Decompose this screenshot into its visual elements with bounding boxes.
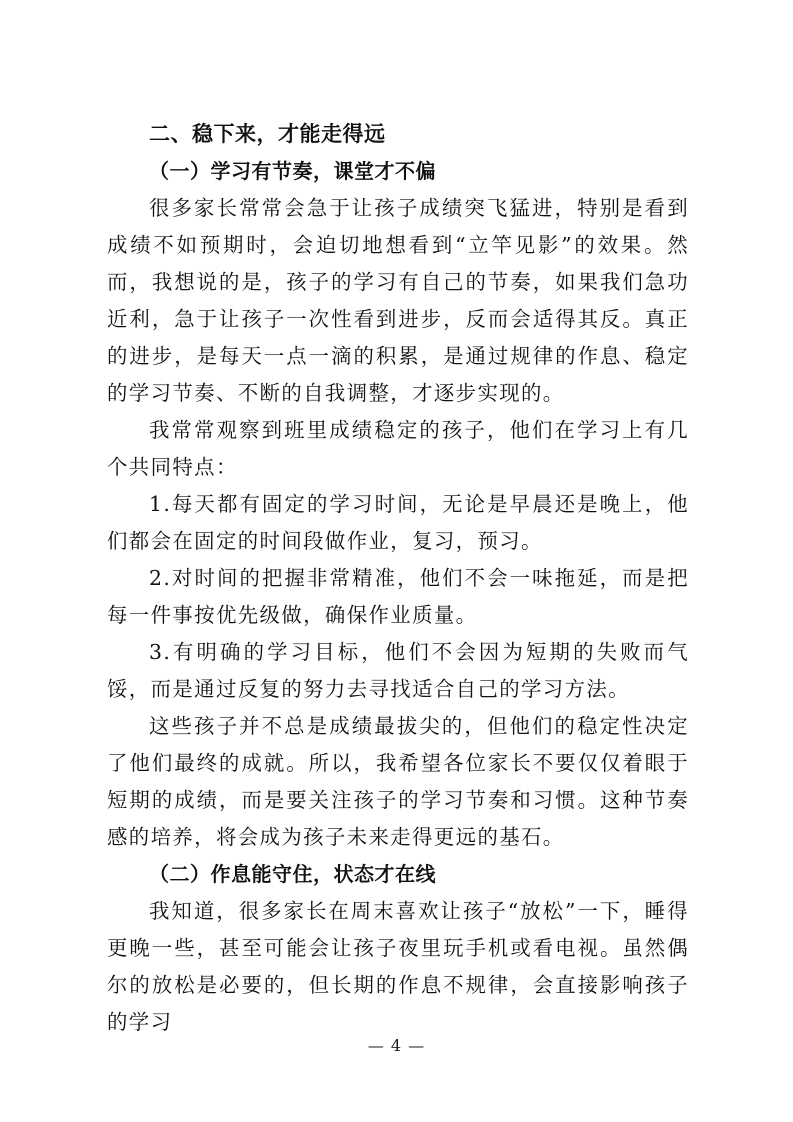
list-item: 2.对时间的把握非常精准，他们不会一味拖延，而是把每一件事按优先级做，确保作业质量。 xyxy=(107,566,689,627)
list-item: 1.每天都有固定的学习时间，无论是早晨还是晚上，他们都会在固定的时间段做作业，复习，预习。 xyxy=(107,492,689,553)
subsection-title-2: （二）作息能守住，状态才在线 xyxy=(149,862,436,886)
page-number: — 4 — xyxy=(367,1036,426,1055)
document-body xyxy=(107,116,689,1041)
subsection-title-1: （一）学习有节奏，课堂才不偏 xyxy=(149,159,436,183)
paragraph: 很多家长常常会急于让孩子成绩突飞猛进，特别是看到成绩不如预期时，会迫切地想看到“立竿见影”的效果。然而，我想说的是，孩子的学习有自己的节奏，如果我们急功近利，急于让孩子一次性看到进步，反而会适得其反。真正的进步，是每天一点一滴的积累，是通过规律的作息、稳定的学习节奏、不断的自我调整，才逐步实现的。 xyxy=(107,196,689,405)
list-item: 3.有明确的学习目标，他们不会因为短期的失败而气馁，而是通过反复的努力去寻找适合自己的学习方法。 xyxy=(107,640,689,701)
paragraph: 我知道，很多家长在周末喜欢让孩子“放松”一下，睡得更晚一些，甚至可能会让孩子夜里玩手机或看电视。虽然偶尔的放松是必要的，但长期的作息不规律，会直接影响孩子的学习 xyxy=(107,899,689,1034)
paragraph: 这些孩子并不总是成绩最拔尖的，但他们的稳定性决定了他们最终的成就。所以，我希望各位家长不要仅仅着眼于短期的成绩，而是要关注孩子的学习节奏和习惯。这种节奏感的培养，将会成为孩子未来走得更远的基石。 xyxy=(107,714,689,849)
paragraph: 我常常观察到班里成绩稳定的孩子，他们在学习上有几个共同特点： xyxy=(107,418,689,479)
section-heading: 二、稳下来，才能走得远 xyxy=(149,122,386,146)
